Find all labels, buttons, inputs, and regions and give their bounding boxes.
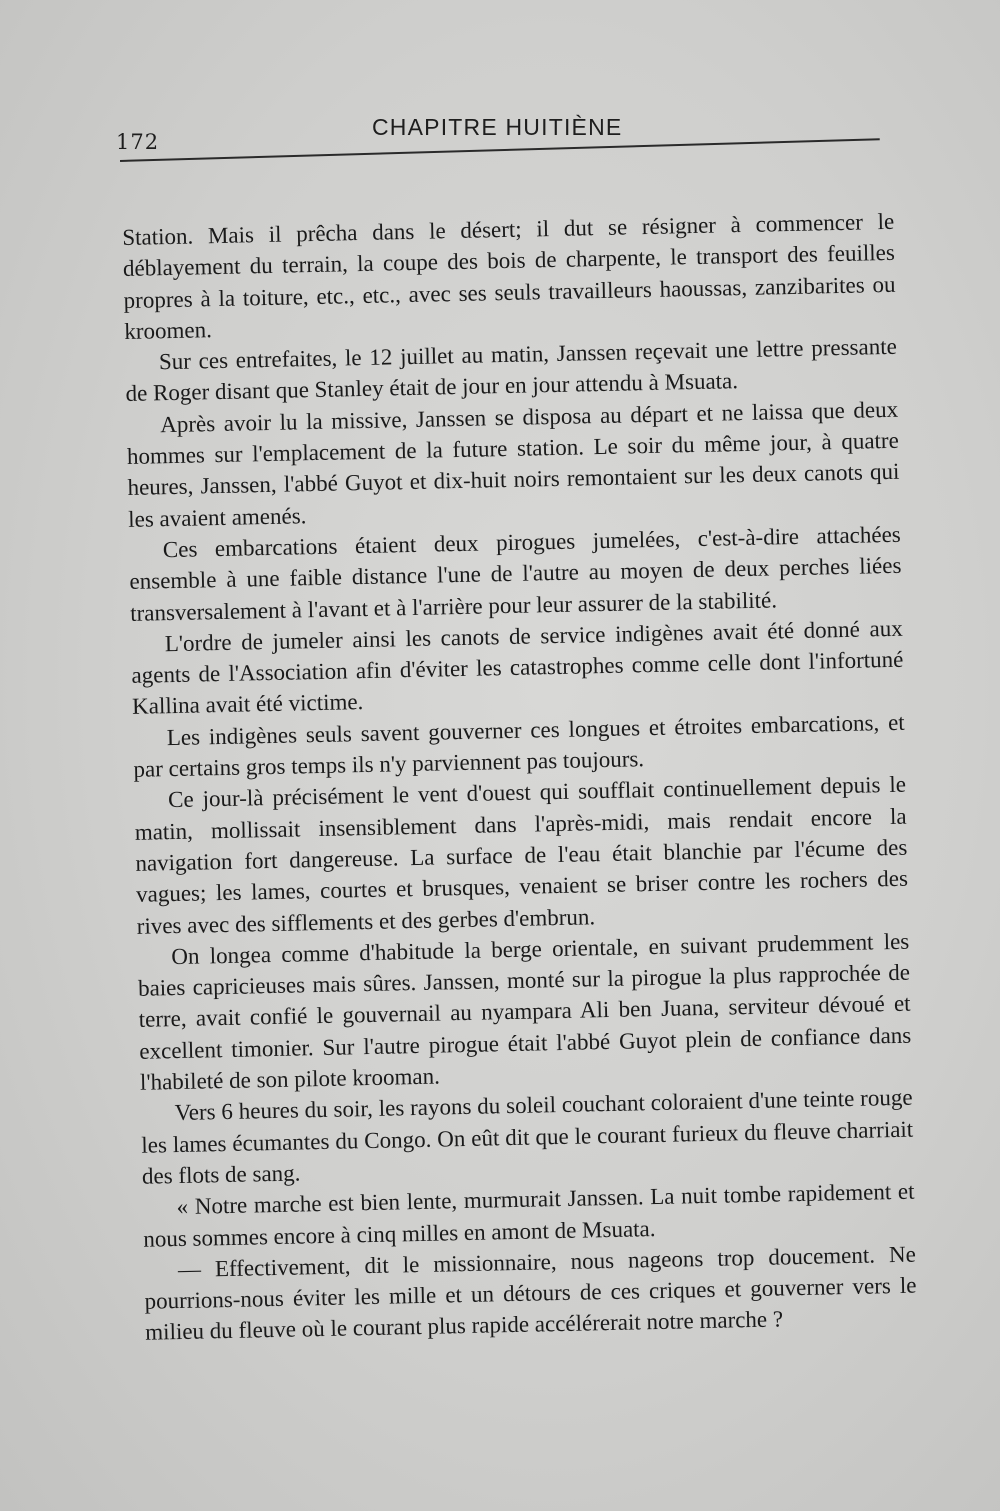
paragraph: « Notre marche est bien lente, murmurait Janssen. La nuit tombe rapidement et nous sommes encore à cinq milles en amont de Msuata. (143, 1178, 915, 1252)
paragraph: L'ordre de jumeler ainsi les canots de service indigènes avait été donné aux agents de l'Association afin d'éviter les catastrophes comme celle dont l'infortuné Kallina avait été victime. (131, 615, 904, 720)
paragraph: Ces embarcations étaient deux pirogues jumelées, c'est-à-dire attachées ensemble à une faible distance l'une de l'autre au moyen de deux perches liées transversalement à l'avant et à l'arrière pour leur assurer de la stabilité. (129, 521, 902, 626)
running-head-chapter-title: CHAPITRE HUITIÈNE (372, 114, 623, 140)
paragraph: Ce jour-là précisément le vent d'ouest qui soufflait continuellement depuis le matin, mollissait insensiblement dans l'après-midi, mais rendait encore la navigation fort dangereuse. La surface de l'eau était blanchie par l'écume des vagues; les lames, courtes et brusques, venaient se briser contre les rochers des rives avec des sifflements et des gerbes d'embrun. (134, 772, 909, 939)
paragraph: Les indigènes seuls savent gouverner ces longues et étroites embarcations, et par certains gros temps ils n'y parviennent pas toujours. (133, 709, 905, 782)
paragraph: Vers 6 heures du soir, les rayons du soleil couchant coloraient d'une teinte rouge les lames écumantes du Congo. On eût dit que le courant furieux du fleuve charriait des flots de sang. (141, 1084, 914, 1189)
paragraph: Sur ces entrefaites, le 12 juillet au matin, Janssen reçevait une lettre pressante de Roger disant que Stanley était de jour en jour attendu à Msuata. (125, 333, 898, 407)
paragraph: Après avoir lu la missive, Janssen se disposa au départ et ne laissa que deux hommes sur l'emplacement de la future station. Le soir du même jour, à quatre heures, Janssen, l'abbé Guyot et dix-huit noirs remontaient sur les deux canots qui les avaient amenés. (126, 396, 900, 532)
paragraph: Station. Mais il prêcha dans le désert; il dut se résigner à commencer le déblayement du terrain, la coupe des bois de charpente, le transport des feuilles propres à la toiture, etc., etc., avec ses seuls travailleurs haoussas, zanzibarites ou kroomen. (122, 208, 896, 344)
paragraph: — Effectivement, dit le missionnaire, nous nageons trop doucement. Ne pourrions-nous éviter les mille et un détours de ces criques et gouverner vers le milieu du fleuve où le courant plus rapide accélérerait notre marche ? (144, 1241, 917, 1346)
body-text (122, 206, 917, 1349)
paragraph: On longea comme d'habitude la berge orientale, en suivant prudemment les baies capricieuses mais sûres. Janssen, monté sur la pirogue la plus rapprochée de terre, avait confié le gouvernail au nyampara Ali ben Juana, serviteur dévoué et excellent timonier. Sur l'autre pirogue était l'abbé Guyot plein de confiance dans l'habileté de son pilote krooman. (137, 928, 912, 1095)
page-number: 172 (116, 130, 160, 154)
header-rule (120, 138, 880, 162)
